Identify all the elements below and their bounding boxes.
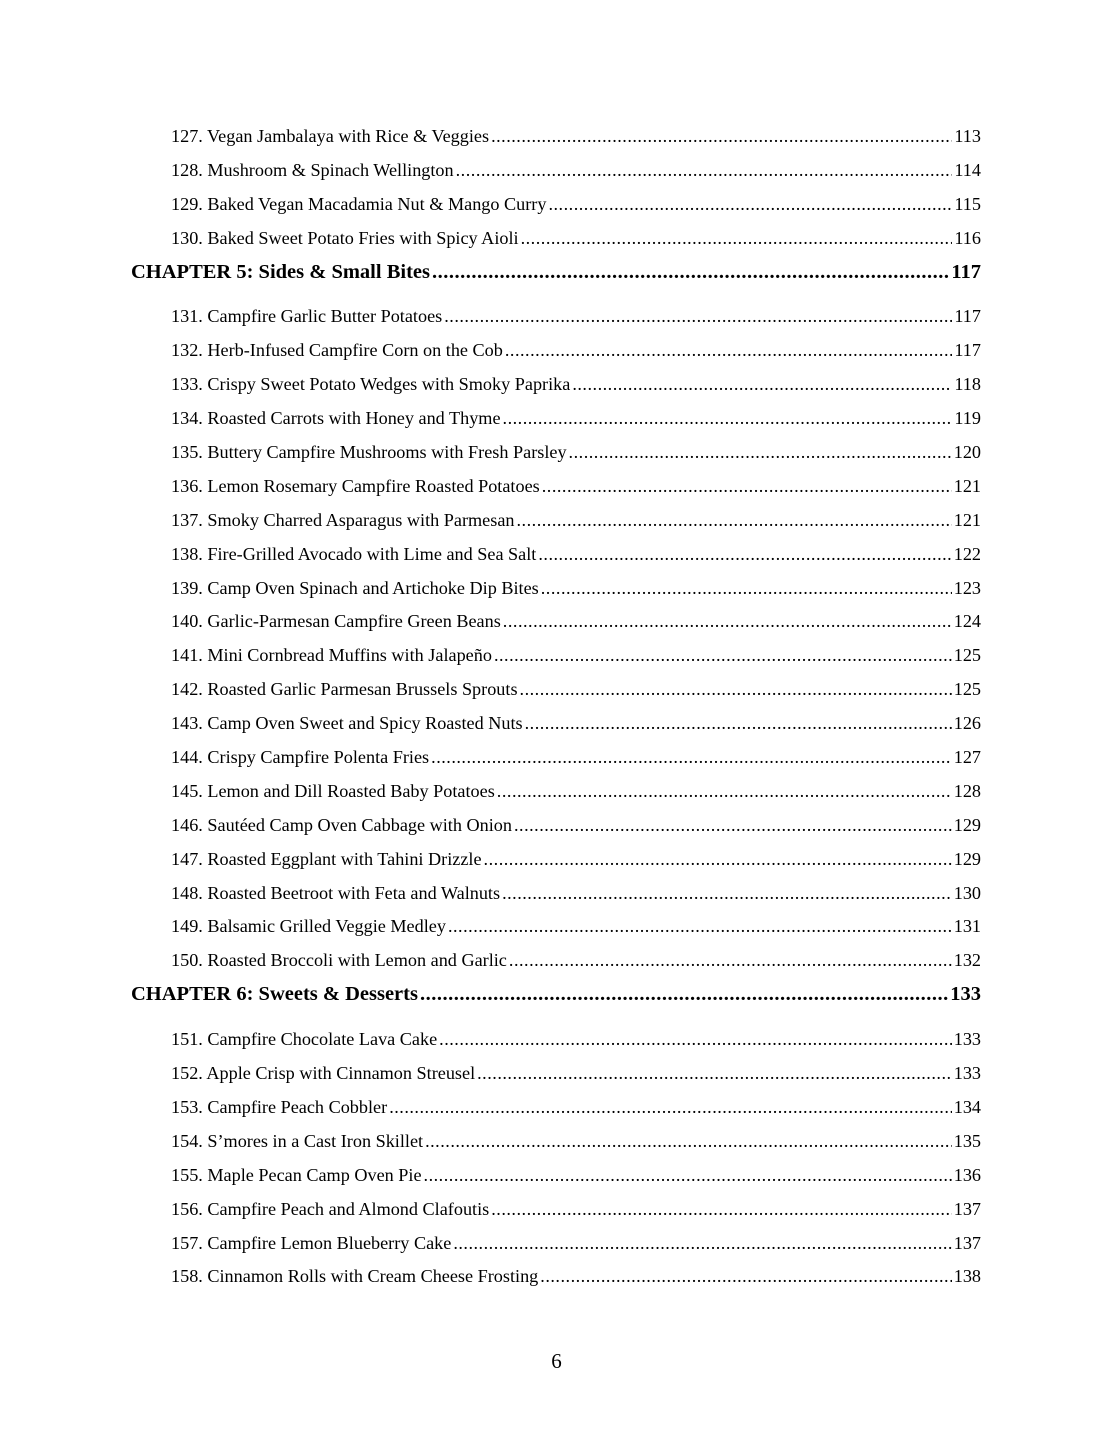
toc-entry[interactable] <box>131 1266 981 1300</box>
recipe-title: 130. Baked Sweet Potato Fries with Spicy Aioli <box>171 227 519 248</box>
entry-page-number: 132 <box>953 950 981 971</box>
toc-entry[interactable] <box>131 747 981 781</box>
recipe-title: 142. Roasted Garlic Parmesan Brussels Sprouts <box>171 679 518 700</box>
dot-leader <box>424 1165 952 1186</box>
entry-page-number: 137 <box>953 1198 981 1219</box>
entry-page-number: 127 <box>953 747 981 768</box>
dot-leader <box>569 442 952 463</box>
toc-entry[interactable] <box>131 883 981 917</box>
recipe-title: 155. Maple Pecan Camp Oven Pie <box>171 1164 422 1185</box>
dot-leader <box>420 983 948 1006</box>
recipe-title: 143. Camp Oven Sweet and Spicy Roasted Nuts <box>171 713 523 734</box>
toc-entry[interactable] <box>131 510 981 544</box>
toc-entry[interactable] <box>131 1029 981 1063</box>
toc-entry[interactable] <box>131 160 981 194</box>
entry-page-number: 133 <box>953 1029 981 1050</box>
entry-page-number: 121 <box>953 509 981 530</box>
dot-leader <box>439 1029 952 1050</box>
chapter-title: CHAPTER 5: Sides & Small Bites <box>131 260 430 283</box>
toc-entry[interactable] <box>131 126 981 160</box>
recipe-title: 151. Campfire Chocolate Lava Cake <box>171 1029 438 1050</box>
recipe-title: 129. Baked Vegan Macadamia Nut & Mango Curry <box>171 193 547 214</box>
toc-entry[interactable] <box>131 1233 981 1267</box>
toc-entry[interactable] <box>131 306 981 340</box>
toc-chapter-heading[interactable] <box>131 983 981 1017</box>
entry-page-number: 118 <box>954 374 981 395</box>
recipe-title: 133. Crispy Sweet Potato Wedges with Smoky Paprika <box>171 374 571 395</box>
dot-leader <box>514 815 952 836</box>
entry-page-number: 131 <box>953 916 981 937</box>
entry-page-number: 113 <box>954 126 981 146</box>
dot-leader <box>540 1266 951 1287</box>
toc-entry[interactable] <box>131 578 981 612</box>
entry-page-number: 128 <box>953 780 981 801</box>
entry-page-number: 129 <box>953 814 981 835</box>
recipe-title: 134. Roasted Carrots with Honey and Thyme <box>171 408 501 429</box>
dot-leader <box>456 160 953 181</box>
entry-page-number: 116 <box>954 227 981 248</box>
toc-entry[interactable] <box>131 408 981 442</box>
toc-entry[interactable] <box>131 374 981 408</box>
recipe-title: 145. Lemon and Dill Roasted Baby Potatoes <box>171 780 495 801</box>
dot-leader <box>503 408 953 429</box>
entry-page-number: 119 <box>954 408 981 429</box>
dot-leader <box>444 306 952 327</box>
toc-entry[interactable] <box>131 781 981 815</box>
toc-entry[interactable] <box>131 916 981 950</box>
dot-leader <box>431 747 952 768</box>
dot-leader <box>453 1233 951 1254</box>
toc-entry[interactable] <box>131 228 981 262</box>
recipe-title: 140. Garlic-Parmesan Campfire Green Beans <box>171 611 501 632</box>
page-number: 6 <box>551 1349 562 1373</box>
toc-entry[interactable] <box>131 679 981 713</box>
dot-leader <box>494 645 952 666</box>
recipe-title: 152. Apple Crisp with Cinnamon Streusel <box>171 1063 476 1084</box>
chapter-page-number: 117 <box>951 260 981 283</box>
toc-entry[interactable] <box>131 476 981 510</box>
dot-leader <box>491 1199 951 1220</box>
entry-page-number: 125 <box>953 679 981 700</box>
entry-page-number: 120 <box>953 442 981 463</box>
recipe-title: 153. Campfire Peach Cobbler <box>171 1096 388 1117</box>
recipe-title: 136. Lemon Rosemary Campfire Roasted Potatoes <box>171 475 540 496</box>
recipe-title: 128. Mushroom & Spinach Wellington <box>171 159 454 180</box>
recipe-title: 141. Mini Cornbread Muffins with Jalapeño <box>171 645 492 666</box>
recipe-title: 146. Sautéed Camp Oven Cabbage with Onion <box>171 814 512 835</box>
dot-leader <box>425 1131 952 1152</box>
recipe-title: 148. Roasted Beetroot with Feta and Walnuts <box>171 882 501 903</box>
dot-leader <box>448 916 952 937</box>
recipe-title: 150. Roasted Broccoli with Lemon and Garlic <box>171 950 507 971</box>
dot-leader <box>503 611 952 632</box>
dot-leader <box>525 713 952 734</box>
toc-entry[interactable] <box>131 815 981 849</box>
recipe-title: 157. Campfire Lemon Blueberry Cake <box>171 1232 452 1253</box>
dot-leader <box>491 126 952 147</box>
recipe-title: 135. Buttery Campfire Mushrooms with Fresh Parsley <box>171 442 567 463</box>
dot-leader <box>509 950 952 971</box>
toc-entry[interactable] <box>131 194 981 228</box>
recipe-title: 147. Roasted Eggplant with Tahini Drizzle <box>171 848 482 869</box>
dot-leader <box>432 261 949 284</box>
recipe-title: 156. Campfire Peach and Almond Clafoutis <box>171 1198 490 1219</box>
entry-page-number: 117 <box>954 306 981 327</box>
toc-entry[interactable] <box>131 1131 981 1165</box>
recipe-title: 132. Herb-Infused Campfire Corn on the Cob <box>171 340 503 361</box>
recipe-title: 131. Campfire Garlic Butter Potatoes <box>171 306 443 327</box>
recipe-title: 127. Vegan Jambalaya with Rice & Veggies <box>171 126 490 146</box>
toc-chapter-heading[interactable] <box>131 261 981 295</box>
toc-entry[interactable] <box>131 1063 981 1097</box>
toc-entry[interactable] <box>131 645 981 679</box>
entry-page-number: 126 <box>953 713 981 734</box>
entry-page-number: 133 <box>953 1063 981 1084</box>
dot-leader <box>548 194 952 215</box>
dot-leader <box>497 781 952 802</box>
entry-page-number: 137 <box>953 1232 981 1253</box>
entry-page-number: 129 <box>953 848 981 869</box>
table-of-contents <box>131 126 981 1300</box>
dot-leader <box>389 1097 952 1118</box>
dot-leader <box>477 1063 952 1084</box>
entry-page-number: 136 <box>953 1164 981 1185</box>
dot-leader <box>572 374 952 395</box>
entry-page-number: 134 <box>953 1096 981 1117</box>
toc-entry[interactable] <box>131 1097 981 1131</box>
dot-leader <box>517 510 952 531</box>
recipe-title: 154. S’mores in a Cast Iron Skillet <box>171 1130 424 1151</box>
entry-page-number: 124 <box>953 611 981 632</box>
dot-leader <box>520 679 952 700</box>
recipe-title: 137. Smoky Charred Asparagus with Parmesan <box>171 509 515 530</box>
toc-entry[interactable] <box>131 713 981 747</box>
chapter-page-number: 133 <box>950 983 981 1006</box>
entry-page-number: 138 <box>953 1266 981 1287</box>
toc-entry[interactable] <box>131 950 981 984</box>
chapter-title: CHAPTER 6: Sweets & Desserts <box>131 983 418 1006</box>
dot-leader <box>502 883 952 904</box>
recipe-title: 144. Crispy Campfire Polenta Fries <box>171 747 430 768</box>
toc-entry[interactable] <box>131 1199 981 1233</box>
entry-page-number: 125 <box>953 645 981 666</box>
dot-leader <box>542 476 952 497</box>
dot-leader <box>521 228 953 249</box>
entry-page-number: 135 <box>953 1130 981 1151</box>
dot-leader <box>484 849 952 870</box>
toc-entry[interactable] <box>131 849 981 883</box>
toc-entry[interactable] <box>131 340 981 374</box>
entry-page-number: 130 <box>953 882 981 903</box>
entry-page-number: 114 <box>954 159 981 180</box>
entry-page-number: 121 <box>953 475 981 496</box>
recipe-title: 149. Balsamic Grilled Veggie Medley <box>171 916 446 937</box>
dot-leader <box>538 544 951 565</box>
entry-page-number: 122 <box>953 543 981 564</box>
toc-entry[interactable] <box>131 442 981 476</box>
entry-page-number: 115 <box>954 193 981 214</box>
recipe-title: 139. Camp Oven Spinach and Artichoke Dip Bites <box>171 577 539 598</box>
dot-leader <box>541 578 952 599</box>
toc-entry[interactable] <box>131 611 981 645</box>
dot-leader <box>505 340 953 361</box>
entry-page-number: 123 <box>953 577 981 598</box>
recipe-title: 138. Fire-Grilled Avocado with Lime and Sea Salt <box>171 543 537 564</box>
toc-entry[interactable] <box>131 1165 981 1199</box>
recipe-title: 158. Cinnamon Rolls with Cream Cheese Frosting <box>171 1266 539 1287</box>
toc-entry[interactable] <box>131 544 981 578</box>
entry-page-number: 117 <box>954 340 981 361</box>
